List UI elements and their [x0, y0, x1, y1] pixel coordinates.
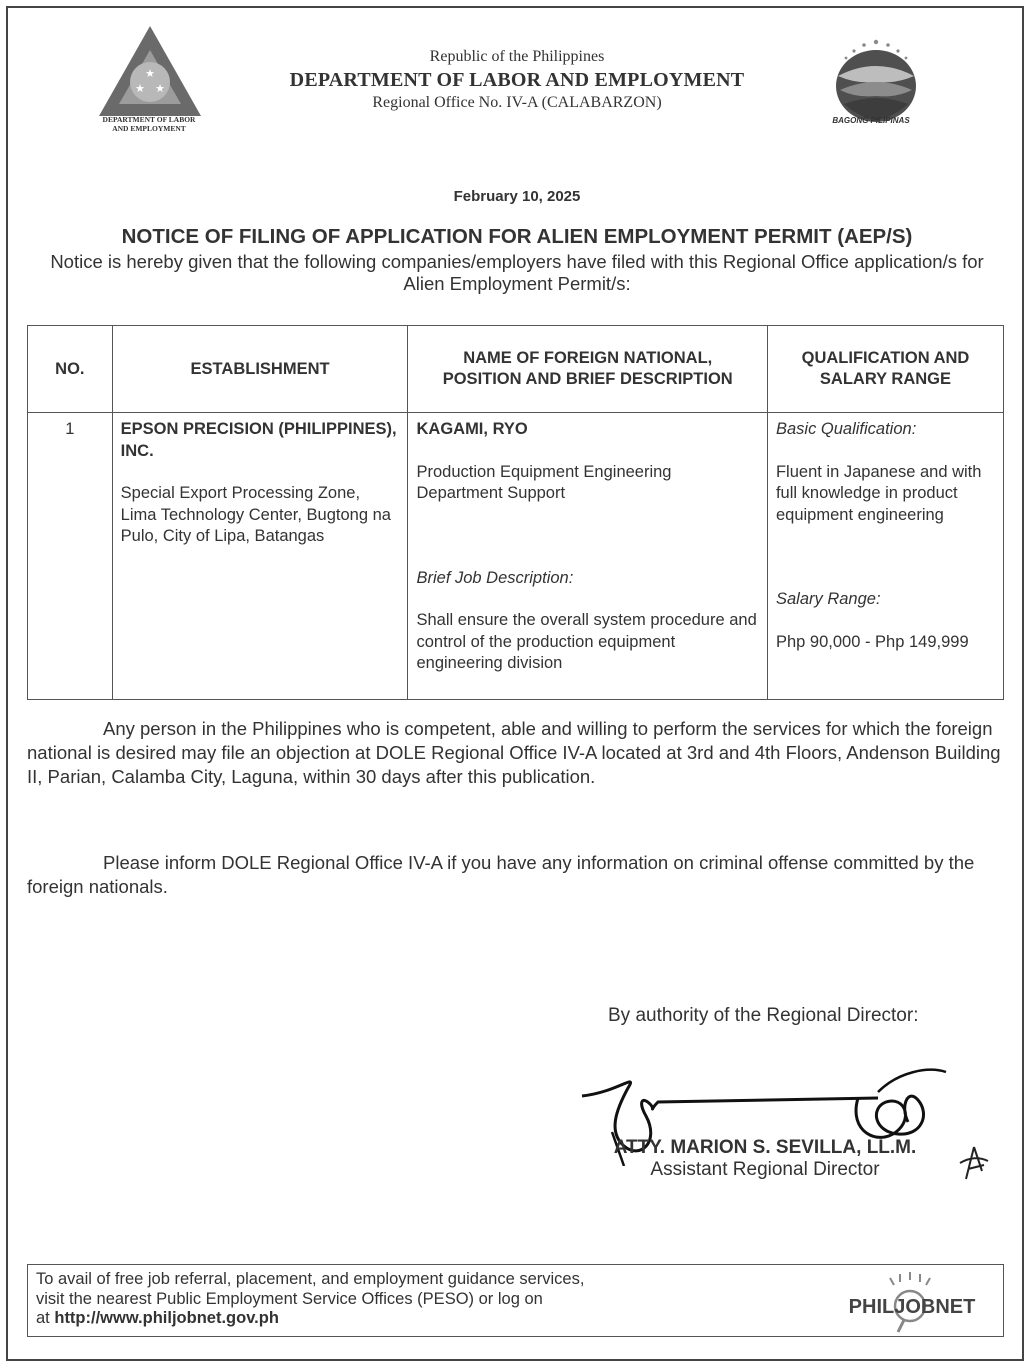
footer-text [36, 1270, 584, 1329]
notice-intro: Notice is hereby given that the following companies/employers have filed with this Regional Office application/s for Alien Employment Permit/s: [50, 251, 984, 294]
notice-date: February 10, 2025 [453, 188, 581, 205]
notice-title: NOTICE OF FILING OF APPLICATION FOR ALIEN EMPLOYMENT PERMIT (AEP/S) [121, 225, 913, 248]
svg-text:★: ★ [155, 83, 165, 95]
header-foreign-national-line2: POSITION AND BRIEF DESCRIPTION [442, 370, 733, 388]
qualification-cell [767, 413, 1003, 700]
basic-qualification: Fluent in Japanese and with full knowledge in product equipment engineering [775, 462, 982, 524]
header-establishment: ESTABLISHMENT [112, 326, 408, 413]
basic-qualification-label: Basic Qualification: [775, 420, 917, 438]
philjobnet-logo-text: PHILJOBNET [848, 1296, 976, 1318]
bagong-pilipinas-caption: BAGONG PILIPINAS [832, 116, 910, 125]
header-foreign-national-line1: NAME OF FOREIGN NATIONAL, [463, 349, 713, 367]
foreign-national-cell [408, 413, 767, 700]
philjobnet-logo [832, 1270, 992, 1334]
objection-text: Any person in the Philippines who is competent, able and willing to perform the services for which the foreign national is desired may file an objection at DOLE Regional Office IV-A located at 3rd and 4th Floors, Andenson Building II, Parian, Calamba City, Laguna, within 30 days after this publication. [27, 718, 1001, 787]
republic-line: Republic of the Philippines [429, 48, 605, 65]
criminal-offense-text: Please inform DOLE Regional Office IV-A if you have any information on criminal offense committed by the foreign nationals. [27, 852, 975, 897]
establishment-address: Special Export Processing Zone, Lima Technology Center, Bugtong na Pulo, City of Lipa, Batangas [120, 484, 391, 545]
header-qualification-line1: QUALIFICATION AND [801, 349, 970, 367]
footer-line3 [36, 1309, 584, 1329]
brief-job-label: Brief Job Description: [416, 568, 574, 587]
initial-mark [956, 1143, 992, 1183]
establishment-name: EPSON PRECISION (PHILIPPINES), INC. [120, 420, 397, 460]
philjobnet-link[interactable]: http://www.philjobnet.gov.ph [54, 1309, 279, 1327]
bagong-pilipinas-logo [826, 36, 926, 126]
dole-caption-line2: AND EMPLOYMENT [112, 124, 186, 133]
table-header-row [28, 326, 1004, 413]
department-name: DEPARTMENT OF LABOR AND EMPLOYMENT [289, 69, 745, 91]
objection-paragraph [27, 717, 1007, 789]
salary-range: Php 90,000 - Php 149,999 [775, 632, 969, 651]
signatory-title: Assistant Regional Director [650, 1159, 880, 1180]
foreign-national-name: KAGAMI, RYO [416, 420, 528, 438]
header-qualification-line2: SALARY RANGE [819, 370, 952, 388]
criminal-offense-paragraph [27, 851, 1007, 899]
svg-text:★: ★ [135, 83, 145, 95]
brief-job-description: Shall ensure the overall system procedure and control of the production equipment engineering division [416, 611, 757, 672]
row-number: 1 [28, 413, 113, 700]
establishment-cell [112, 413, 408, 700]
signatory-name: ATTY. MARION S. SEVILLA, LL.M. [613, 1137, 917, 1158]
footer-line1: To avail of free job referral, placement, and employment guidance services, [36, 1270, 585, 1288]
letterhead-text [250, 47, 784, 113]
header-qualification [767, 326, 1003, 413]
header-foreign-national [408, 326, 767, 413]
authority-line: By authority of the Regional Director: [608, 1005, 919, 1026]
salary-range-label: Salary Range: [775, 590, 881, 608]
footer-line2: visit the nearest Public Employment Service Offices (PESO) or log on [36, 1289, 543, 1308]
position-title: Production Equipment Engineering Department Support [416, 462, 672, 502]
dole-caption-line1: DEPARTMENT OF LABOR [102, 115, 196, 124]
header-no: NO. [28, 326, 113, 413]
svg-text:★: ★ [145, 68, 155, 80]
table-row [28, 413, 1004, 700]
dole-logo-caption [84, 115, 214, 133]
footer-at: at [36, 1309, 55, 1327]
letterhead [0, 0, 1034, 150]
aep-applications-table [27, 325, 1004, 700]
footer-box [27, 1264, 1004, 1337]
regional-office-line: Regional Office No. IV-A (CALABARZON) [372, 94, 662, 111]
